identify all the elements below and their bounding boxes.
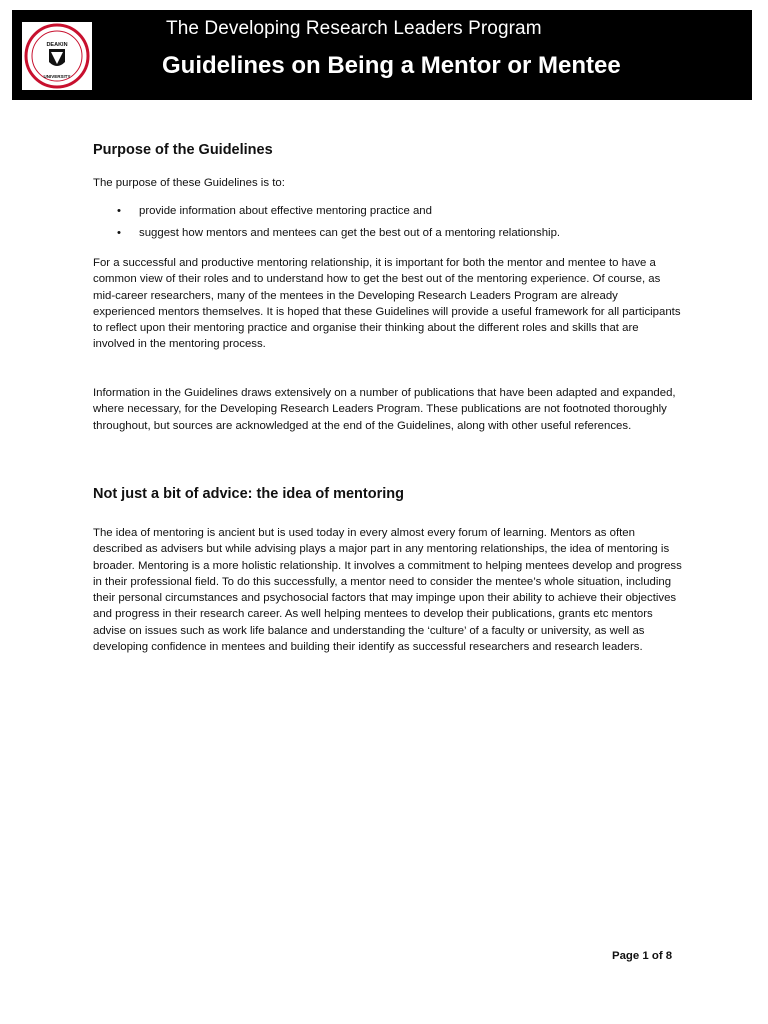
logo-text-bottom: UNIVERSITY	[43, 74, 71, 79]
list-item	[93, 203, 560, 219]
deakin-logo	[22, 22, 92, 90]
purpose-intro: The purpose of these Guidelines is to:	[93, 177, 285, 189]
page-number: Page 1 of 8	[612, 950, 673, 962]
list-item-text: suggest how mentors and mentees can get the best out of a mentoring relationship.	[139, 227, 561, 239]
document-title: Guidelines on Being a Mentor or Mentee	[162, 52, 621, 79]
program-name: The Developing Research Leaders Program	[166, 18, 542, 39]
header-banner	[12, 10, 752, 100]
section-heading-idea: Not just a bit of advice: the idea of mentoring	[93, 486, 404, 502]
paragraph: The idea of mentoring is ancient but is used today in every almost every forum of learning. Mentors as often described as advisers but while advising plays a major part in any mentoring relationships, the idea of mentoring is broader. Mentoring is a more holistic relationship. It involves a commitment to helping mentees develop and progress in their professional field. To do this successfully, a mentor need to consider the mentee’s whole situation, including their personal circumstances and psychosocial factors that may impinge upon their ability to achieve their objectives and progress in their research career. As well helping mentees to develop their publications, grants etc mentors advise on issues such as work life balance and understanding the ‘culture’ of a faculty or university, as well as developing confidence in mentees and building their identify as successful researchers and research leaders.	[93, 527, 682, 654]
list-item	[93, 225, 560, 241]
list-item-text: provide information about effective mentoring practice and	[139, 205, 432, 217]
university-seal-icon	[22, 22, 92, 90]
section-heading-purpose: Purpose of the Guidelines	[93, 142, 273, 158]
bullet-icon: •	[117, 205, 121, 217]
paragraph: Information in the Guidelines draws extensively on a number of publications that have been adapted and expanded, where necessary, for the Developing Research Leaders Program. These publications are not footnoted thoroughly throughout, but sources are acknowledged at the end of the Guidelines, along with other useful references.	[93, 387, 676, 432]
paragraph: For a successful and productive mentoring relationship, it is important for both the mentor and mentee to have a common view of their roles and to understand how to get the best out of the mentoring experience. Of course, as mid-career researchers, many of the mentees in the Developing Research Leaders Program are already experienced mentors themselves. It is hoped that these Guidelines will provide a useful framework for all participants to reflect upon their mentoring practice and organise their thinking about the different roles and skills that are involved in the mentoring process.	[93, 257, 681, 351]
logo-text-top: DEAKIN	[46, 42, 68, 48]
bullet-icon: •	[117, 227, 121, 239]
purpose-list	[93, 203, 560, 247]
